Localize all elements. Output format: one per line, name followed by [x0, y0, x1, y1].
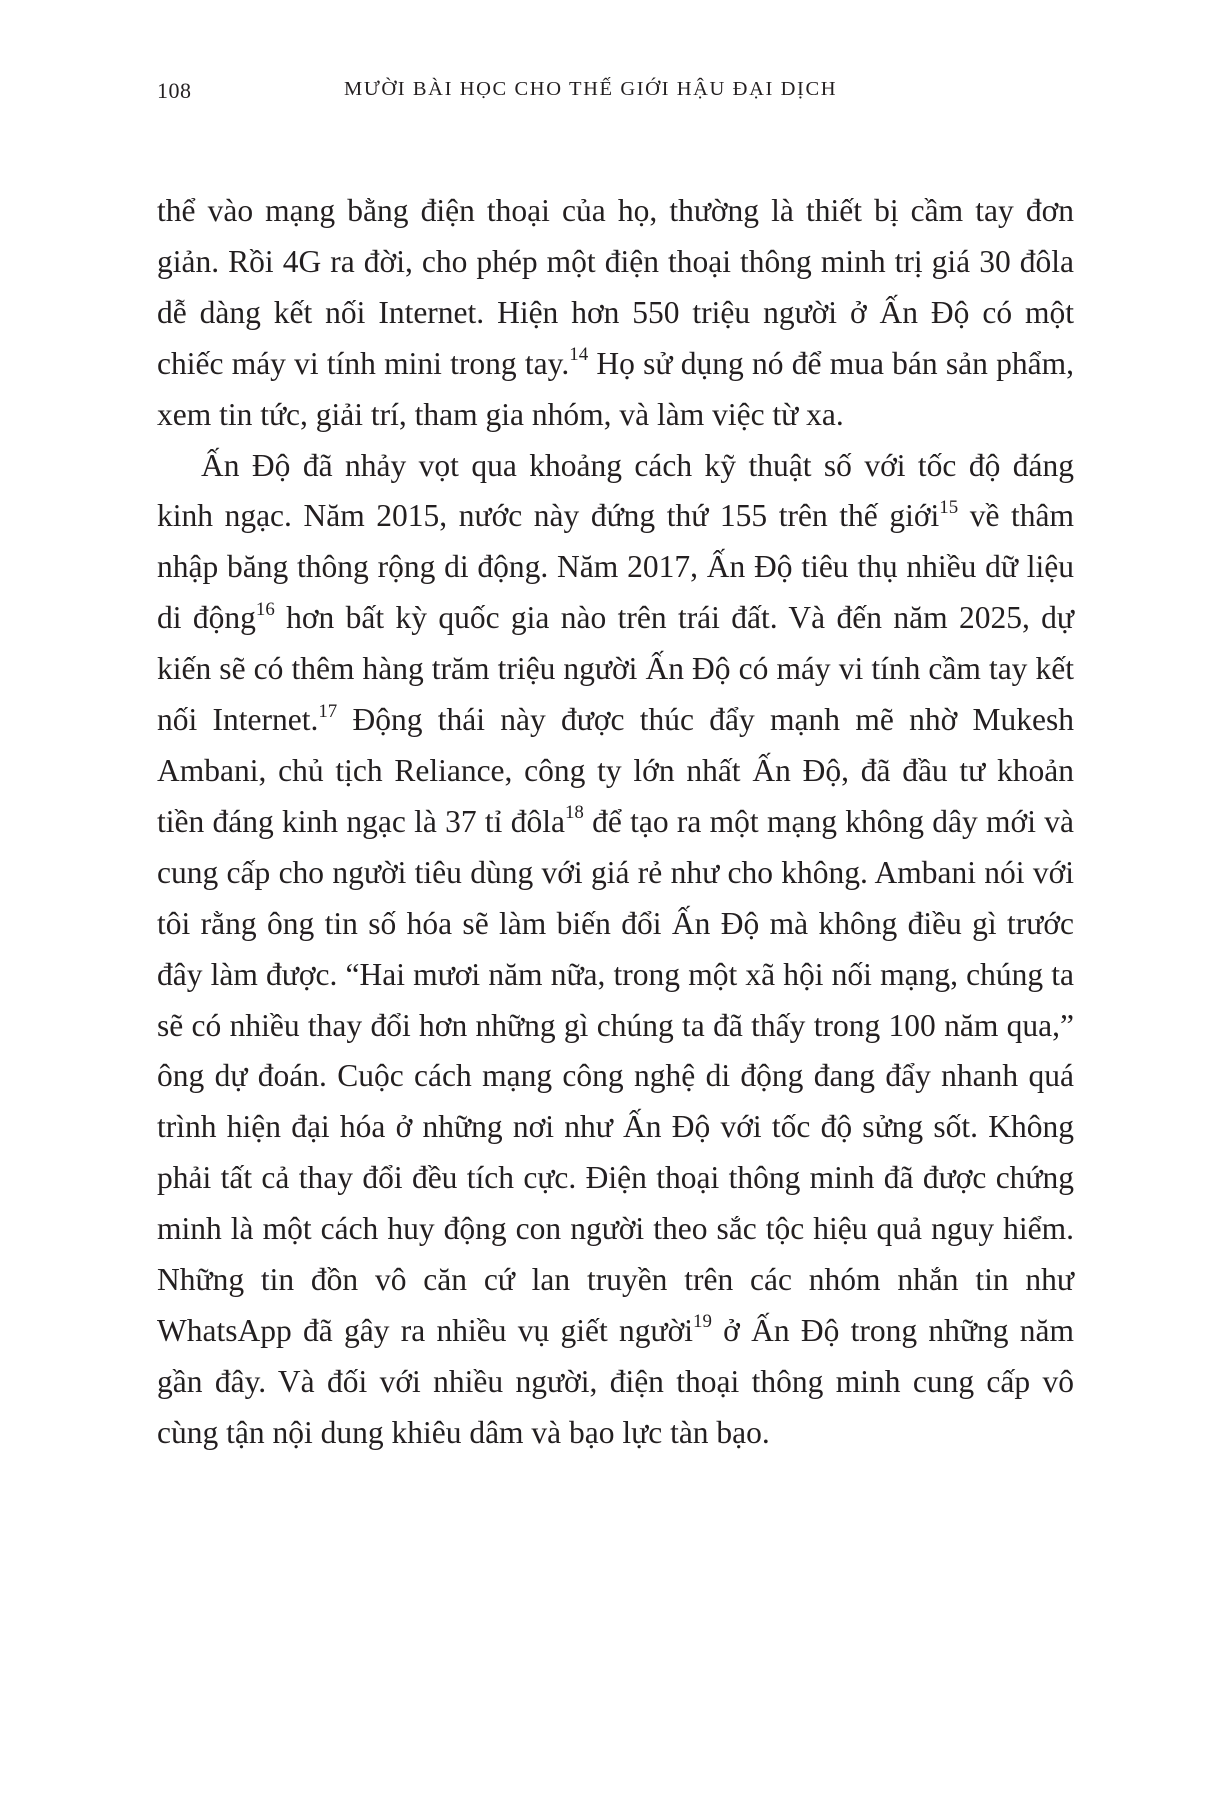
text-segment: hơn bất kỳ quốc gia nào trên trái đất. Và đến năm 2025, dự kiến sẽ có thêm hàng trăm triệu người Ấn Độ có máy vi tính cầm tay kết nối Internet. [157, 600, 1074, 738]
footnote-marker-16: 16 [255, 598, 275, 620]
running-title: MƯỜI BÀI HỌC CHO THẾ GIỚI HẬU ĐẠI DỊCH [344, 78, 838, 100]
text-segment: Động thái này được thúc đẩy mạnh mẽ nhờ Mukesh Ambani, chủ tịch Reliance, công ty lớn nhất Ấn Độ, đã đầu tư khoản tiền đáng kinh ngạc là 37 tỉ đôla [157, 702, 1075, 839]
paragraph-2 [157, 441, 1074, 1459]
footnote-marker-14: 14 [569, 344, 589, 366]
text-segment: Ấn Độ đã nhảy vọt qua khoảng cách kỹ thuật số với tốc độ đáng kinh ngạc. Năm 2015, nước này đứng thứ 155 trên thế giới [157, 447, 1074, 534]
text-segment: về thâm nhập băng thông rộng di động. Năm 2017, Ấn Độ tiêu thụ nhiều dữ liệu di động [157, 498, 1075, 636]
page-header [157, 78, 887, 118]
text-segment: thể vào mạng bằng điện thoại của họ, thường là thiết bị cầm tay đơn giản. Rồi 4G ra đời, cho phép một điện thoại thông minh trị giá 30 đôla dễ dàng kết nối Internet. Hiện hơn 550 triệu người ở Ấn Độ có một chiếc máy vi tính mini trong tay. [157, 193, 1074, 381]
text-segment: để tạo ra một mạng không dây mới và cung cấp cho người tiêu dùng với giá rẻ như cho không. Ambani nói với tôi rằng ông tin số hóa sẽ làm biến đổi Ấn Độ mà không điều gì trước đây làm được. “Hai mươi năm nữa, trong một xã hội nối mạng, chúng ta sẽ có nhiều thay đổi hơn những gì chúng ta đã thấy trong 100 năm qua,” ông dự đoán. Cuộc cách mạng công nghệ di động đang đẩy nhanh quá trình hiện đại hóa ở những nơi như Ấn Độ với tốc độ sửng sốt. Không phải tất cả thay đổi đều tích cực. Điện thoại thông minh đã được chứng minh là một cách huy động con người theo sắc tộc hiệu quả nguy hiểm. Những tin đồn vô căn cứ lan truyền trên các nhóm nhắn tin như WhatsApp đã gây ra nhiều vụ giết người [157, 803, 1074, 1348]
footnote-marker-19: 19 [693, 1311, 712, 1333]
footnote-marker-18: 18 [564, 802, 584, 824]
text-segment: Họ sử dụng nó để mua bán sản phẩm, xem tin tức, giải trí, tham gia nhóm, và làm việc từ xa. [157, 345, 1075, 432]
page-number: 108 [157, 78, 192, 103]
body-text [157, 186, 1074, 1459]
text-segment: ở Ấn Độ trong những năm gần đây. Và đối với nhiều người, điện thoại thông minh cung cấp vô cùng tận nội dung khiêu dâm và bạo lực tàn bạo. [157, 1312, 1074, 1450]
footnote-marker-15: 15 [939, 496, 959, 518]
paragraph-1 [157, 186, 1074, 441]
footnote-marker-17: 17 [318, 700, 338, 722]
